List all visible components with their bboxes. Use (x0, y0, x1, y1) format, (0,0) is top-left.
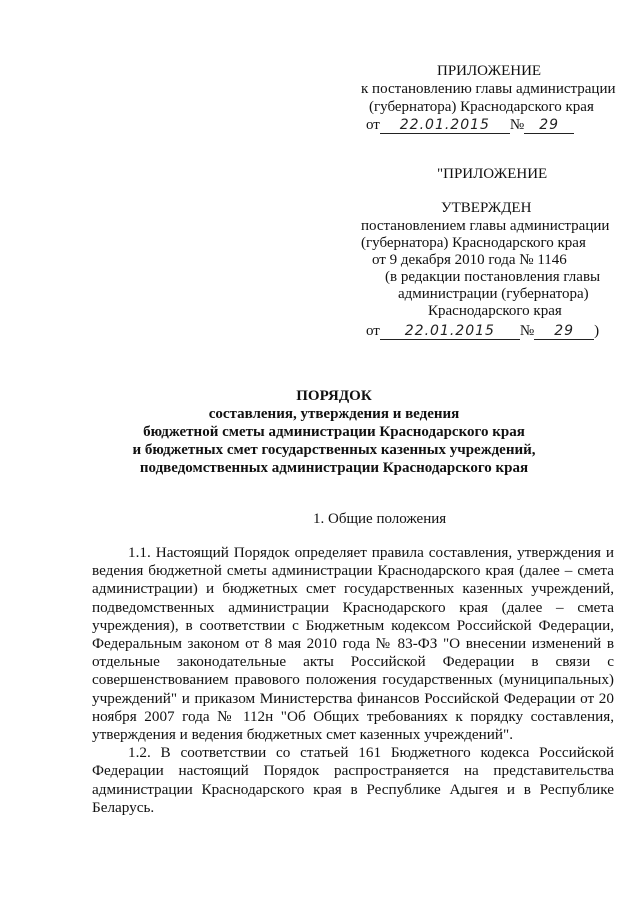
paragraph-1-1: 1.1. Настоящий Порядок определяет правила составления, утверждения и ведения бюджетной сметы администрации Краснодарского края (далее – смета администрации) и бюджетных смет государственных казенных учреждений, подведомственных администрации Краснодарского края (далее – смета учреждения), в соответствии с Бюджетным кодексом Российской Федерации, Федеральным законом от 8 мая 2010 года № 83-ФЗ "О внесении изменений в отдельные законодательные акты Российской Федерации в связи с совершенствованием правового положения государственных (муниципальных) учреждений" и приказом Министерства финансов Российской Федерации от 20 ноября 2007 года № 112н "Об Общих требованиях к порядку составления, утверждения и ведения бюджетных смет казенных учреждений". (92, 544, 614, 744)
title-line-5: подведомственных администрации Краснодарского края (139, 460, 529, 476)
section-heading: 1. Общие положения (313, 511, 447, 527)
approved-line-4: (в редакции постановления главы (385, 269, 601, 285)
close-paren: ) (594, 323, 600, 339)
number-label: № (519, 323, 535, 339)
attachment-line-1: к постановлению главы администрации (361, 81, 616, 97)
handwritten-number: 29 (554, 323, 575, 339)
approved-line-3: от 9 декабря 2010 года № 1146 (372, 252, 567, 268)
attachment-date-line (366, 116, 574, 135)
paragraph-1-2: 1.2. В соответствии со статьей 161 Бюджетного кодекса Российской Федерации настоящий Порядок распространяется на представительства администрации Краснодарского края в Республике Адыгея и в Республике Беларусь. (92, 744, 614, 816)
title-line-3: бюджетной сметы администрации Краснодарского края (143, 424, 525, 440)
approved-date-line (366, 322, 599, 341)
body-text (92, 544, 614, 817)
attachment-heading: ПРИЛОЖЕНИЕ (437, 63, 542, 79)
approved-stamp: УТВЕРЖДЕН (441, 200, 532, 216)
approved-line-2: (губернатора) Краснодарского края (361, 235, 586, 251)
title-line-4: и бюджетных смет государственных казенных учреждений, (132, 442, 536, 458)
approved-line-6: Краснодарского края (428, 303, 562, 319)
title-line-2: составления, утверждения и ведения (208, 406, 460, 422)
approved-line-5: администрации (губернатора) (398, 286, 589, 302)
attachment-line-2: (губернатора) Краснодарского края (369, 99, 594, 115)
handwritten-date: 22.01.2015 (404, 323, 495, 339)
document-title: ПОРЯДОК (296, 388, 372, 404)
number-label: № (509, 117, 525, 133)
handwritten-date: 22.01.2015 (399, 117, 490, 133)
handwritten-number: 29 (539, 117, 560, 133)
from-label: от (366, 117, 380, 133)
from-label: от (366, 323, 380, 339)
approved-attachment-heading: "ПРИЛОЖЕНИЕ (437, 166, 548, 182)
approved-line-1: постановлением главы администрации (361, 218, 610, 234)
